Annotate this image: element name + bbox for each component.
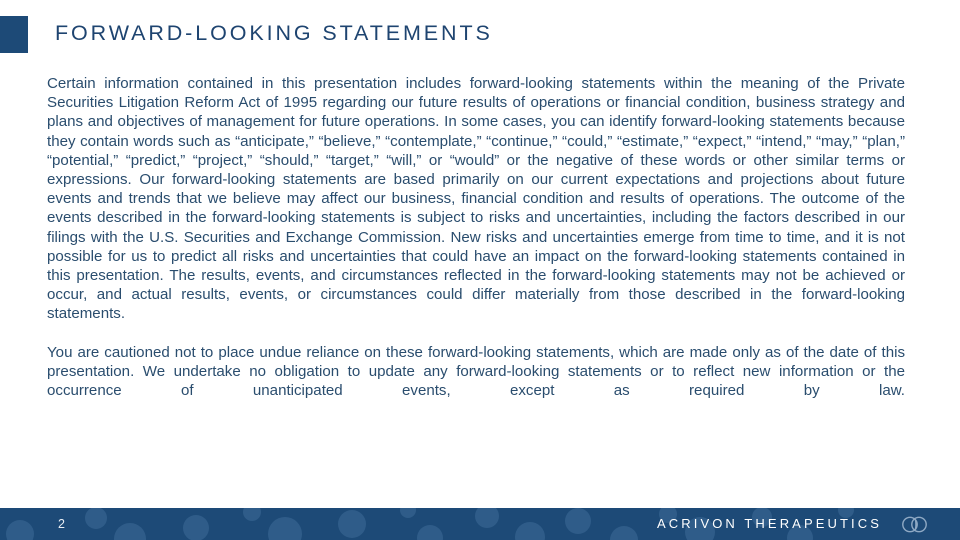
slide-header (0, 16, 960, 56)
slide-footer (0, 508, 960, 540)
accent-square-decoration (0, 16, 28, 53)
interlocking-rings-logo-icon (898, 515, 932, 534)
brand-name: ACRIVON THERAPEUTICS (656, 516, 882, 531)
disclaimer-paragraph-1: Certain information contained in this presentation includes forward-looking statements within the meaning of the Private Securities Litigation Reform Act of 1995 regarding our future results of operations or financial condition, business strategy and plans and objectives of management for future operations. In some cases, you can identify forward-looking statements because they contain words such as “anticipate,” “believe,” “contemplate,” “continue,” “could,” “estimate,” “expect,” “intend,” “may,” “plan,” “potential,” “predict,” “project,” “should,” “target,” “will,” or “would” or the negative of these words or other similar terms or expressions. Our forward-looking statements are based primarily on our current expectations and projections about future events and trends that we believe may affect our business, financial condition and results of operations. The outcome of the events described in the forward-looking statements is subject to risks and uncertainties, including the factors described in our filings with the U.S. Securities and Exchange Commission. New risks and uncertainties emerge from time to time, and it is not possible for us to predict all risks and uncertainties that could have an impact on the forward-looking statements contained in this presentation. The results, events, and circumstances reflected in the forward-looking statements may not be achieved or occur, and actual results, events, or circumstances could differ materially from those described in the forward-looking statements. (47, 75, 905, 323)
body-content (47, 74, 905, 419)
disclaimer-paragraph-2: You are cautioned not to place undue reliance on these forward-looking statements, which are made only as of the date of this presentation. We undertake no obligation to update any forward-looking statements or to reflect new information or the occurrence of unanticipated events, except as required by law. (47, 343, 905, 400)
page-title: FORWARD-LOOKING STATEMENTS (55, 21, 493, 45)
page-number: 2 (58, 517, 66, 531)
